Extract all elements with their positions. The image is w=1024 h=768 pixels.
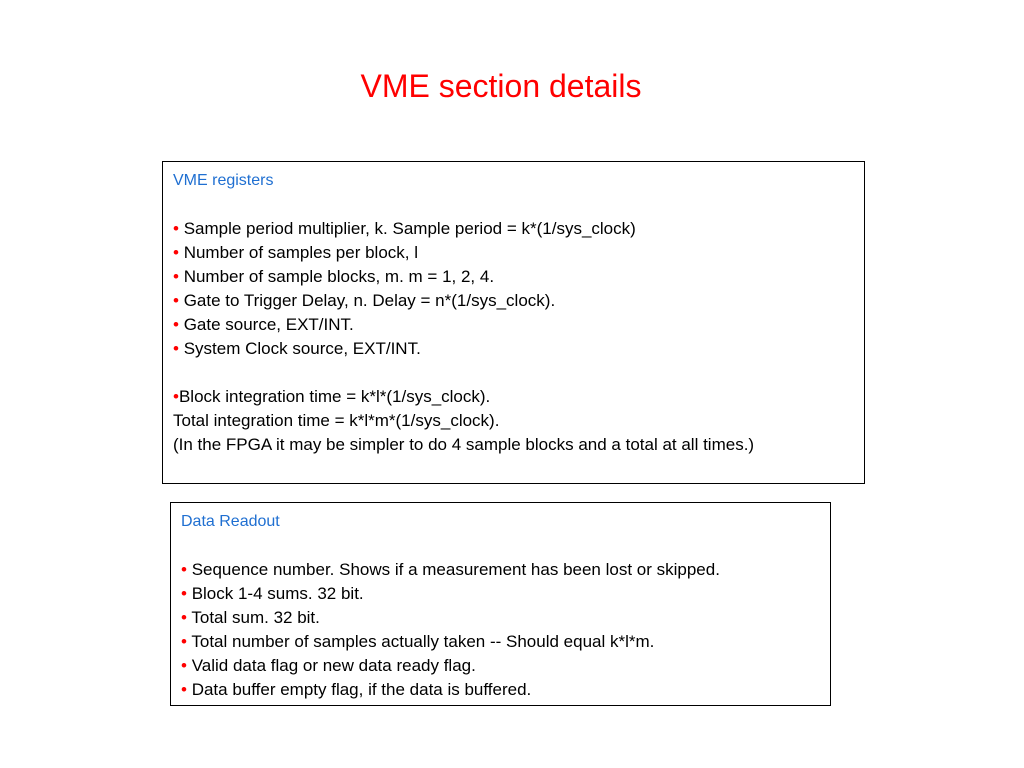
register-item-trigger-delay (173, 289, 854, 313)
vme-registers-box (162, 161, 865, 484)
block-integration-text: Block integration time = k*l*(1/sys_clock). (178, 387, 491, 406)
readout-item-text: Total number of samples actually taken -- Should equal k*l*m. (191, 632, 655, 651)
bullet-icon: • (181, 632, 187, 651)
block-integration-line (173, 385, 854, 409)
readout-item-samples-taken (181, 630, 820, 654)
register-item-text: Number of sample blocks, m. m = 1, 2, 4. (183, 267, 495, 286)
total-integration-line: Total integration time = k*l*m*(1/sys_clock). (173, 411, 500, 430)
register-item-text: Sample period multiplier, k. Sample period = k*(1/sys_clock) (183, 219, 636, 238)
bullet-icon: • (173, 291, 179, 310)
register-item-sample-blocks (173, 265, 854, 289)
readout-item-valid-flag (181, 654, 820, 678)
bullet-icon: • (181, 680, 187, 699)
readout-item-total-sum (181, 606, 820, 630)
readout-item-text: Sequence number. Shows if a measurement has been lost or skipped. (191, 560, 720, 579)
bullet-icon: • (173, 387, 179, 406)
register-item-sample-period (173, 217, 854, 241)
readout-item-sequence-number (181, 558, 820, 582)
bullet-icon: • (181, 584, 187, 603)
readout-item-text: Data buffer empty flag, if the data is buffered. (191, 680, 532, 699)
readout-item-buffer-empty-flag (181, 678, 820, 702)
bullet-icon: • (173, 243, 179, 262)
register-item-text: Gate to Trigger Delay, n. Delay = n*(1/sys_clock). (183, 291, 556, 310)
bullet-icon: • (181, 560, 187, 579)
register-item-text: System Clock source, EXT/INT. (183, 339, 421, 358)
fpga-note-line: (In the FPGA it may be simpler to do 4 sample blocks and a total at all times.) (173, 435, 755, 454)
readout-item-text: Valid data flag or new data ready flag. (191, 656, 476, 675)
bullet-icon: • (181, 608, 187, 627)
bullet-icon: • (181, 656, 187, 675)
register-item-gate-source (173, 313, 854, 337)
register-item-text: Number of samples per block, l (183, 243, 419, 262)
register-item-samples-per-block (173, 241, 854, 265)
readout-item-text: Total sum. 32 bit. (191, 608, 320, 627)
spacer (173, 361, 854, 385)
bullet-icon: • (173, 315, 179, 334)
slide-title: VME section details (360, 68, 642, 104)
register-item-clock-source (173, 337, 854, 361)
spacer (173, 193, 854, 217)
bullet-icon: • (173, 267, 179, 286)
spacer (181, 534, 820, 558)
bullet-icon: • (173, 339, 179, 358)
vme-registers-heading: VME registers (173, 172, 274, 189)
readout-item-block-sums (181, 582, 820, 606)
data-readout-heading: Data Readout (181, 513, 280, 530)
readout-item-text: Block 1-4 sums. 32 bit. (191, 584, 364, 603)
bullet-icon: • (173, 219, 179, 238)
register-item-text: Gate source, EXT/INT. (183, 315, 354, 334)
data-readout-box (170, 502, 831, 706)
